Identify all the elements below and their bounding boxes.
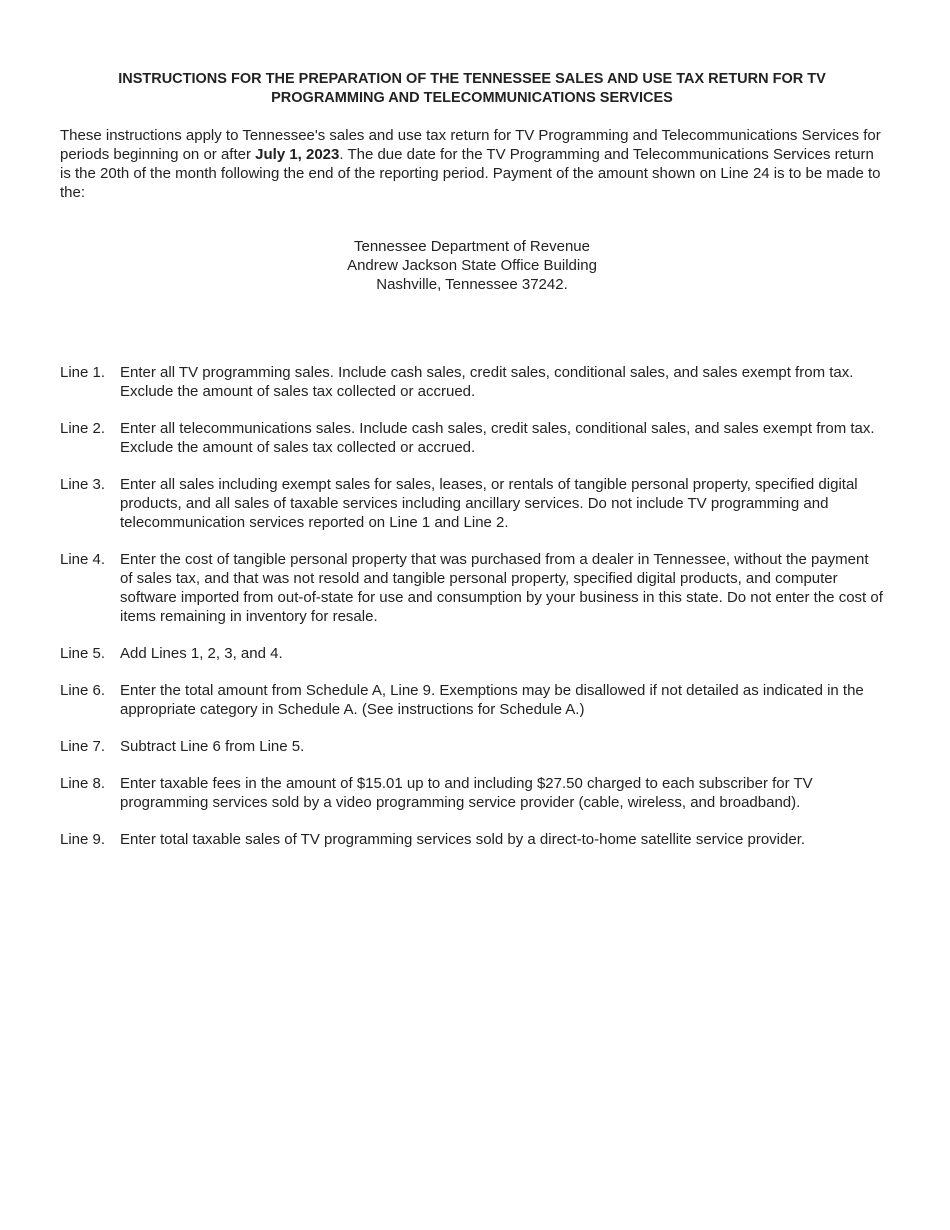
line-text: Enter taxable fees in the amount of $15.01 up to and including $27.50 charged to each subscriber for TV programming services sold by a video programming service provider (cable, wireless, and broadband).	[120, 775, 813, 811]
line-text: Subtract Line 6 from Line 5.	[120, 738, 305, 755]
line-label: Line 4.	[60, 551, 106, 568]
line-label: Line 3.	[60, 476, 106, 493]
line-item	[60, 644, 884, 663]
effective-date: July 1, 2023	[255, 146, 340, 163]
intro-text-after: . The due date for the TV Programming and Telecommunications Services return is the 20th of the month following the end of the reporting period. Payment of the amount shown on Line 24 is to be made to the:	[60, 146, 881, 201]
line-label: Line 6.	[60, 682, 106, 699]
line-item	[60, 475, 884, 532]
intro-text-before: These instructions apply to Tennessee's sales and use tax return for TV Programming and Telecommunications Services for periods beginning on or after	[60, 127, 881, 163]
line-item	[60, 681, 884, 719]
document-title: INSTRUCTIONS FOR THE PREPARATION OF THE TENNESSEE SALES AND USE TAX RETURN FOR TV PROGRAMMING AND TELECOMMUNICATIONS SERVICES	[118, 71, 826, 106]
intro-paragraph	[60, 126, 884, 202]
line-label: Line 5.	[60, 645, 106, 662]
instructions-page	[60, 70, 884, 867]
address-line-2: Andrew Jackson State Office Building	[347, 257, 597, 274]
address-line-3: Nashville, Tennessee 37242.	[376, 276, 568, 293]
line-item	[60, 550, 884, 626]
line-label: Line 9.	[60, 831, 106, 848]
line-text: Enter the cost of tangible personal property that was purchased from a dealer in Tennessee, without the payment of sales tax, and that was not resold and tangible personal property, specified digital products, and computer software imported from out-of-state for use and consumption by your business in this state. Do not enter the cost of items remaining in inventory for resale.	[120, 551, 883, 625]
line-text: Enter all TV programming sales. Include cash sales, credit sales, conditional sales, and sales exempt from tax. Exclude the amount of sales tax collected or accrued.	[120, 364, 854, 400]
line-text: Enter all sales including exempt sales for sales, leases, or rentals of tangible personal property, specified digital products, and all sales of taxable services including ancillary services. Do not include TV programming and telecommunication services reported on Line 1 and Line 2.	[120, 476, 858, 531]
line-item	[60, 830, 884, 849]
line-item	[60, 419, 884, 457]
line-label: Line 8.	[60, 775, 106, 792]
line-label: Line 2.	[60, 420, 106, 437]
line-item	[60, 737, 884, 756]
line-text: Enter total taxable sales of TV programming services sold by a direct-to-home satellite service provider.	[120, 831, 806, 848]
line-instructions	[60, 363, 884, 849]
line-label: Line 1.	[60, 364, 106, 381]
address-line-1: Tennessee Department of Revenue	[354, 238, 590, 255]
line-item	[60, 363, 884, 401]
line-item	[60, 774, 884, 812]
line-label: Line 7.	[60, 738, 106, 755]
payment-address	[60, 237, 884, 294]
line-text: Enter the total amount from Schedule A, Line 9. Exemptions may be disallowed if not detailed as indicated in the appropriate category in Schedule A. (See instructions for Schedule A.)	[120, 682, 864, 718]
line-text: Add Lines 1, 2, 3, and 4.	[120, 645, 283, 662]
line-text: Enter all telecommunications sales. Include cash sales, credit sales, conditional sales, and sales exempt from tax. Exclude the amount of sales tax collected or accrued.	[120, 420, 875, 456]
